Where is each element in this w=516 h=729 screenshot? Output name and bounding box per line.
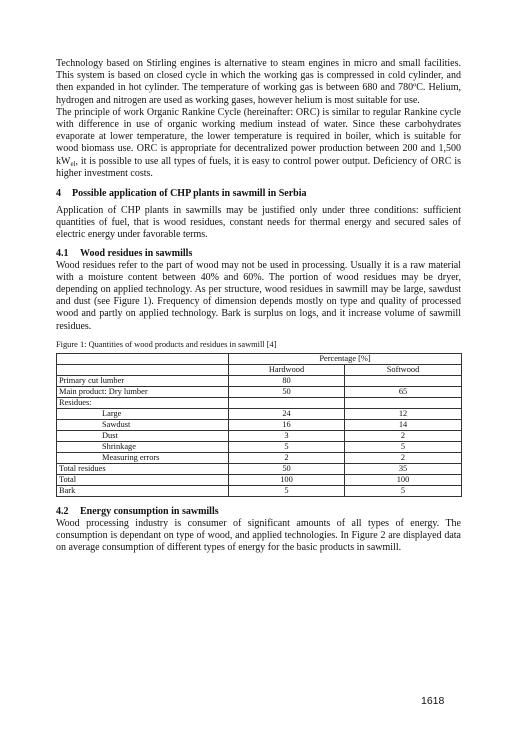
hardwood-value-cell: 100 bbox=[229, 474, 345, 485]
softwood-value-cell: 2 bbox=[345, 430, 462, 441]
table-row bbox=[57, 485, 462, 496]
figure-caption: Figure 1: Quantities of wood products and residues in sawmill [4] bbox=[56, 339, 277, 349]
softwood-value-cell: 2 bbox=[345, 452, 462, 463]
subscript-el: el bbox=[70, 159, 76, 168]
row-label-cell: Large bbox=[57, 408, 229, 419]
hardwood-value-cell: 2 bbox=[229, 452, 345, 463]
hardwood-value-cell: 24 bbox=[229, 408, 345, 419]
softwood-value-cell: 65 bbox=[345, 386, 462, 397]
table-corner-cell bbox=[57, 364, 229, 375]
row-label-cell: Total bbox=[57, 474, 229, 485]
table-row bbox=[57, 397, 462, 408]
softwood-value-cell: 35 bbox=[345, 463, 462, 474]
hardwood-value-cell: 80 bbox=[229, 375, 345, 386]
paragraph-orc-text: The principle of work Organic Rankine Cycle (hereinafter: ORC) is similar to regular Rankine cycle with difference in use of organic working medium instead of water. Since these carbohydrates evaporate at lower temperature, the lower temperature is required in boiler, which is suitable for wood biomass use. ORC is appropriate for decentralized power production between 200 and 1,500 kW bbox=[56, 106, 461, 167]
hardwood-value-cell: 16 bbox=[229, 419, 345, 430]
page-number: 1618 bbox=[421, 695, 445, 707]
row-label-cell: Bark bbox=[57, 485, 229, 496]
row-label-cell: Measuring errors bbox=[57, 452, 229, 463]
section-number: 4 bbox=[56, 188, 61, 200]
table-row bbox=[57, 386, 462, 397]
row-label-cell: Total residues bbox=[57, 463, 229, 474]
hardwood-value-cell: 50 bbox=[229, 463, 345, 474]
table-row bbox=[57, 441, 462, 452]
table-row bbox=[57, 474, 462, 485]
table-row bbox=[57, 430, 462, 441]
row-label-cell: Shrinkage bbox=[57, 441, 229, 452]
softwood-value-cell: 12 bbox=[345, 408, 462, 419]
softwood-value-cell: 5 bbox=[345, 441, 462, 452]
softwood-header: Softwood bbox=[345, 364, 462, 375]
section-heading-4-1 bbox=[56, 248, 461, 260]
section-number: 4.1 bbox=[56, 247, 69, 259]
row-label-cell: Main product: Dry lumber bbox=[57, 386, 229, 397]
hardwood-value-cell bbox=[229, 397, 345, 408]
row-label-cell: Sawdust bbox=[57, 419, 229, 430]
table-row bbox=[57, 452, 462, 463]
hardwood-header: Hardwood bbox=[229, 364, 345, 375]
softwood-value-cell: 5 bbox=[345, 485, 462, 496]
softwood-value-cell: 14 bbox=[345, 419, 462, 430]
table-row bbox=[57, 408, 462, 419]
paragraph-orc bbox=[56, 107, 461, 180]
table-row bbox=[57, 419, 462, 430]
table-header-row bbox=[57, 353, 462, 364]
hardwood-value-cell: 5 bbox=[229, 441, 345, 452]
section-title: Possible application of CHP plants in sawmill in Serbia bbox=[72, 188, 307, 200]
table-subheader-row bbox=[57, 364, 462, 375]
document-page bbox=[56, 58, 461, 554]
softwood-value-cell bbox=[345, 375, 462, 386]
row-label-cell: Dust bbox=[57, 430, 229, 441]
hardwood-value-cell: 5 bbox=[229, 485, 345, 496]
percentage-header: Percentage [%] bbox=[229, 353, 462, 364]
row-label-cell: Residues: bbox=[57, 397, 229, 408]
hardwood-value-cell: 3 bbox=[229, 430, 345, 441]
table-corner-cell bbox=[57, 353, 229, 364]
softwood-value-cell bbox=[345, 397, 462, 408]
paragraph-application: Application of CHP plants in sawmills may be justified only under three conditions: sufficient quantities of fuel, that is wood residues, constant needs for thermal energy and secured sales of electric energy under favorable terms. bbox=[56, 205, 461, 241]
section-heading-4 bbox=[56, 188, 461, 200]
hardwood-value-cell: 50 bbox=[229, 386, 345, 397]
paragraph-wood-residues: Wood residues refer to the part of wood may not be used in processing. Usually it is a raw material with a moisture content between 40% and 60%. The portion of wood residues may be dryer, depending on applied technology. As per structure, wood residues in sawmill may be large, sawdust and dust (see Figure 1). Frequency of dimension depends mostly on type and quality of processed wood and partly on applied technology. Bark is surplus on logs, and it increase volume of sawmill residues. bbox=[56, 259, 461, 332]
softwood-value-cell: 100 bbox=[345, 474, 462, 485]
row-label-cell: Primary cut lumber bbox=[57, 375, 229, 386]
table-row bbox=[57, 375, 462, 386]
section-number: 4.2 bbox=[56, 505, 69, 517]
residues-table bbox=[56, 353, 462, 497]
paragraph-stirling: Technology based on Stirling engines is alternative to steam engines in micro and small facilities. This system is based on closed cycle in which the working gas is compressed in cold cylinder, and then expanded in hot cylinder. The temperature of working gas is between 680 and 780ºC. Helium, hydrogen and nitrogen are used as working gases, however helium is most suitable for use. bbox=[56, 58, 461, 106]
section-title: Energy consumption in sawmills bbox=[80, 505, 219, 517]
section-heading-4-2 bbox=[56, 506, 461, 518]
paragraph-orc-text-end: , it is possible to use all types of fuels, it is easy to control power output. Deficiency of ORC is higher investment costs. bbox=[56, 155, 461, 179]
table-row bbox=[57, 463, 462, 474]
section-title: Wood residues in sawmills bbox=[80, 247, 193, 259]
paragraph-energy: Wood processing industry is consumer of significant amounts of all types of energy. The consumption is dependant on type of wood, and applied technologies. In Figure 2 are displayed data on average consumption of different types of energy for the basic products in sawmill. bbox=[56, 517, 461, 554]
